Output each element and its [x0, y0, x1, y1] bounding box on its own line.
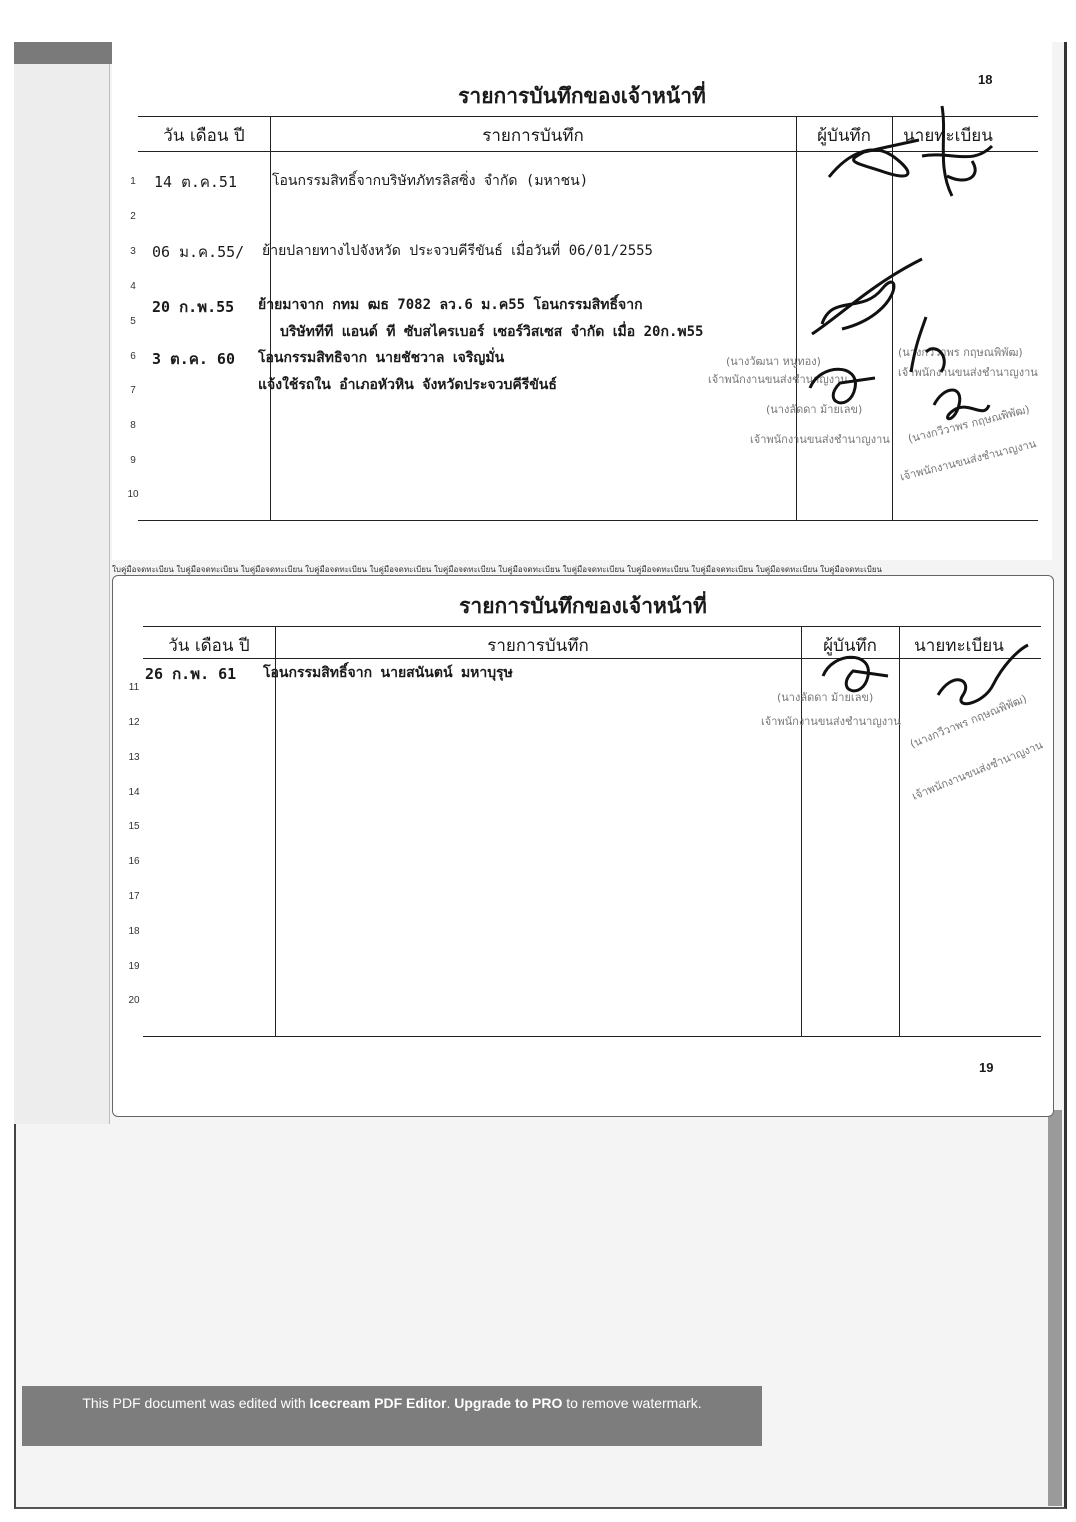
watermark-product: Icecream PDF Editor	[309, 1395, 447, 1411]
scan-right-shadow	[1048, 1110, 1062, 1506]
signature-mark	[800, 358, 880, 408]
page-title: รายการบันทึกของเจ้าหน้าที่	[459, 593, 707, 618]
header-registrar: นายทะเบียน	[903, 126, 993, 146]
official-stamp-name: (นางกวีวาพร กฤษณพิพัฒ)	[898, 346, 1023, 359]
row-number: 10	[127, 489, 139, 500]
official-stamp-title: เจ้าพนักงานขนส่งชำนาญงาน	[750, 433, 890, 446]
row-number: 9	[130, 455, 136, 466]
table-top-border	[138, 116, 1038, 117]
page-title: รายการบันทึกของเจ้าหน้าที่	[458, 83, 706, 108]
page-number: 19	[979, 1060, 994, 1075]
entry-date: 06 ม.ค.55/	[152, 243, 245, 261]
row-number: 17	[128, 891, 140, 902]
table-top-border	[143, 626, 1041, 627]
header-record: รายการบันทึก	[482, 126, 584, 146]
entry-date: 26 ก.พ. 61	[145, 665, 237, 683]
registration-book-divider: ใบคู่มือจดทะเบียน ใบคู่มือจดทะเบียน ใบคู่มือจดทะเบียน ใบคู่มือจดทะเบียน ใบคู่มือจดทะเบียน ใบคู่มือจดทะเบียน ใบคู่มือจดทะเบียน ใบคู่มือจดทะเบียน ใบคู่มือจดทะเบียน ใบคู่มือจดทะเบียน ใบคู่มือจดทะเบียน ใบคู่มือจดทะเบียน	[112, 565, 883, 574]
signature-mark	[933, 640, 1033, 710]
entry-text: โอนกรรมสิทธิจาก นายชัชวาล เจริญมั่น	[258, 350, 505, 366]
entry-text-continued: แจ้งใช้รถใน อำเภอหัวหิน จังหวัดประจวบคีรีขันธ์	[258, 377, 557, 393]
header-date: วัน เดือน ปี	[168, 636, 250, 656]
row-number: 5	[130, 316, 136, 327]
watermark-upgrade: Upgrade to PRO	[454, 1395, 563, 1411]
watermark-prefix: This PDF document was edited with	[82, 1395, 310, 1411]
official-stamp-name: (นางวัฒนา หนูทอง)	[726, 355, 821, 368]
official-stamp-name: (นางลัดดา ม้ายเลข)	[777, 691, 874, 704]
header-recorder: ผู้บันทึก	[823, 636, 877, 656]
official-stamp-name: (นางกวีวาพร กฤษณพิพัฒ)	[906, 402, 1031, 446]
row-number: 16	[128, 856, 140, 867]
row-number: 6	[130, 351, 136, 362]
scan-left-edge	[14, 64, 110, 1124]
header-date: วัน เดือน ปี	[163, 126, 245, 146]
row-number: 14	[128, 787, 140, 798]
header-record: รายการบันทึก	[487, 636, 589, 656]
entry-date: 20 ก.พ.55	[152, 298, 235, 316]
official-stamp-title: เจ้าพนักงานขนส่งชำนาญงาน	[910, 738, 1045, 803]
bottom-record-page	[112, 575, 1054, 1117]
entry-text: โอนกรรมสิทธิ์จากบริษัทภัทรลิสซิ่ง จำกัด (มหาชน)	[272, 173, 589, 189]
scan-top-bar	[14, 42, 124, 64]
official-stamp-title: เจ้าพนักงานขนส่งชำนาญงาน	[761, 715, 901, 728]
editor-watermark-banner	[22, 1386, 762, 1446]
official-stamp-title: เจ้าพนักงานขนส่งชำนาญงาน	[898, 437, 1038, 484]
top-record-page	[112, 40, 1052, 560]
row-number: 11	[128, 682, 140, 693]
page-number: 18	[978, 72, 993, 87]
col-divider	[270, 116, 271, 521]
signature-mark	[813, 646, 893, 696]
row-number: 4	[130, 281, 136, 292]
row-number: 2	[130, 211, 136, 222]
row-number: 7	[130, 385, 136, 396]
col-divider	[796, 116, 797, 521]
signature-mark	[924, 380, 994, 430]
official-stamp-name: (นางลัดดา ม้ายเลข)	[766, 403, 863, 416]
row-number: 20	[128, 995, 140, 1006]
entry-text: ย้ายปลายทางไปจังหวัด ประจวบคีรีขันธ์ เมื่อวันที่ 06/01/2555	[262, 243, 653, 259]
table-bottom-border	[143, 1036, 1041, 1037]
table-bottom-border	[138, 520, 1038, 521]
signature-mark	[912, 96, 1002, 206]
entry-date: 14 ต.ค.51	[154, 173, 237, 191]
row-number: 19	[128, 961, 140, 972]
entry-text: โอนกรรมสิทธิ์จาก นายสนันตน์ มหาบุรุษ	[263, 665, 513, 681]
entry-text: ย้ายมาจาก กทม ฒธ 7082 ลว.6 ม.ค55 โอนกรรมสิทธิ์จาก	[258, 297, 643, 313]
header-recorder: ผู้บันทึก	[817, 126, 871, 146]
watermark-suffix: to remove watermark.	[562, 1395, 702, 1411]
col-divider	[275, 626, 276, 1037]
official-stamp-title: เจ้าพนักงานขนส่งชำนาญงาน	[898, 366, 1038, 379]
official-stamp-name: (นางกวีวาพร กฤษณพิพัฒ)	[908, 692, 1029, 751]
signature-mark	[896, 312, 966, 382]
row-number: 3	[130, 246, 136, 257]
watermark-mid: .	[446, 1395, 455, 1411]
row-number: 12	[128, 717, 140, 728]
entry-text-continued: บริษัททีที แอนด์ ที ซับสไครเบอร์ เซอร์วิสเซส จำกัด เมื่อ 20ก.พ55	[280, 324, 704, 340]
entry-date: 3 ต.ค. 60	[152, 350, 235, 368]
header-registrar: นายทะเบียน	[914, 636, 1004, 656]
col-divider	[899, 626, 900, 1037]
official-stamp-title: เจ้าพนักงานขนส่งชำนาญงาน	[708, 373, 848, 386]
row-number: 1	[130, 176, 136, 187]
row-number: 13	[128, 752, 140, 763]
row-number: 18	[128, 926, 140, 937]
signature-mark	[824, 132, 924, 192]
row-number: 15	[128, 821, 140, 832]
row-number: 8	[130, 420, 136, 431]
